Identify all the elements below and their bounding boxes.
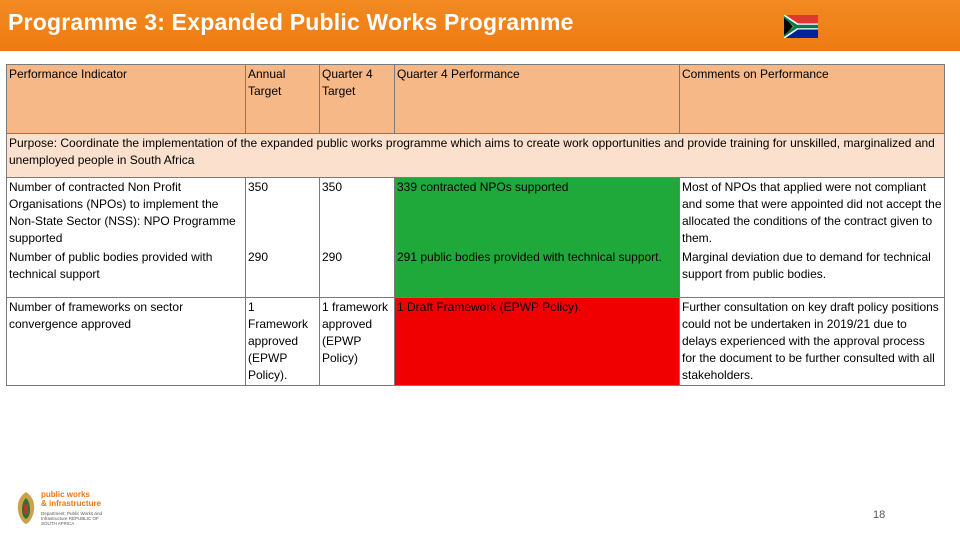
annual-target-cell: 1 Framework approved (EPWP Policy).	[246, 298, 320, 386]
coat-of-arms-icon	[14, 490, 38, 526]
table-row	[7, 298, 945, 386]
department-logo	[14, 490, 106, 528]
annual-target-cell: 350	[246, 178, 320, 249]
page-title: Programme 3: Expanded Public Works Programme	[8, 9, 574, 35]
quarter4-performance-cell: 1 Draft Framework (EPWP Policy).	[395, 298, 680, 386]
purpose-text: Purpose: Coordinate the implementation of the expanded public works programme which aims to create work opportunities and provide training for unskilled, marginalized and unemployed people in South Africa	[7, 134, 945, 178]
comments-cell: Most of NPOs that applied were not compliant and some that were appointed did not accept the allocated the conditions of the contract given to them.	[680, 178, 945, 249]
table-header-row	[7, 65, 945, 134]
indicator-cell: Number of frameworks on sector convergence approved	[7, 298, 246, 386]
quarter4-performance-cell: 339 contracted NPOs supported	[395, 178, 680, 249]
performance-table	[6, 64, 945, 386]
title-bar	[0, 0, 960, 51]
logo-line-1: public works	[41, 490, 90, 499]
header-performance-indicator: Performance Indicator	[7, 65, 246, 134]
comments-cell: Further consultation on key draft policy positions could not be undertaken in 2019/21 due to delays experienced with the approval process for the document to be further consulted with all stakeholders.	[680, 298, 945, 386]
header-quarter4-target: Quarter 4 Target	[320, 65, 395, 134]
quarter4-target-cell: 350	[320, 178, 395, 249]
page-number: 18	[873, 509, 886, 521]
annual-target-cell: 290	[246, 248, 320, 298]
quarter4-target-cell: 290	[320, 248, 395, 298]
table-row	[7, 178, 945, 249]
quarter4-target-cell: 1 framework approved (EPWP Policy)	[320, 298, 395, 386]
south-africa-flag-icon	[784, 15, 818, 38]
header-annual-target: Annual Target	[246, 65, 320, 134]
indicator-cell: Number of public bodies provided with technical support	[7, 248, 246, 298]
purpose-row	[7, 134, 945, 178]
header-comments: Comments on Performance	[680, 65, 945, 134]
logo-line-3: Department: Public Works and Infrastructure REPUBLIC OF SOUTH AFRICA	[41, 511, 102, 526]
quarter4-performance-cell: 291 public bodies provided with technical support.	[395, 248, 680, 298]
header-quarter4-performance: Quarter 4 Performance	[395, 65, 680, 134]
logo-line-2: & infrastructure	[41, 499, 102, 508]
indicator-cell: Number of contracted Non Profit Organisations (NPOs) to implement the Non-State Sector (NSS): NPO Programme supported	[7, 178, 246, 249]
comments-cell: Marginal deviation due to demand for technical support from public bodies.	[680, 248, 945, 298]
table-row	[7, 248, 945, 298]
